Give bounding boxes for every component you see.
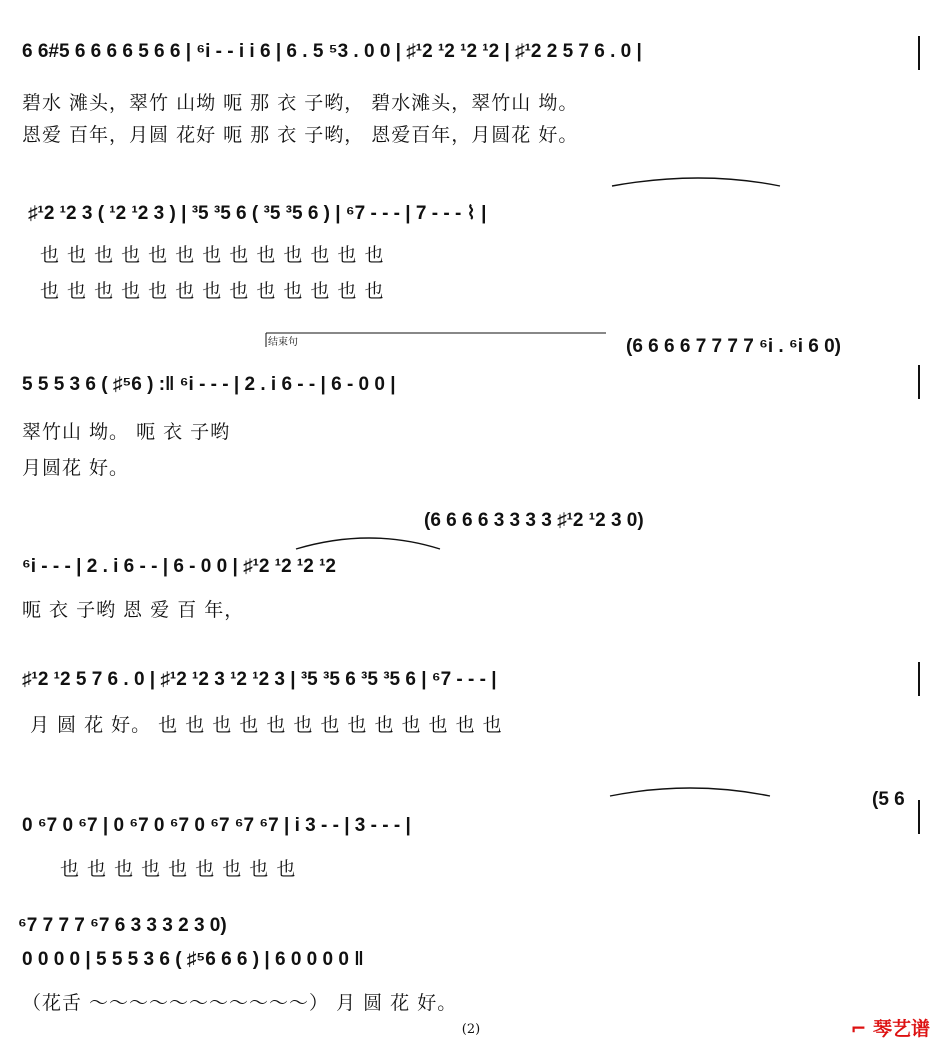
- lyric-line-1: 碧水 滩头，翠竹 山坳 呃 那 衣 子哟， 碧水滩头，翠竹山 坳。: [22, 92, 579, 114]
- lyric-line-1: 月 圆 花 好。 也 也 也 也 也 也 也 也 也 也 也 也 也: [30, 714, 503, 736]
- barline-end: [918, 662, 920, 696]
- site-logo: ⌐ 琴艺谱: [850, 1018, 930, 1040]
- lyric-line-1: 呃 衣 子哟 恩 爱 百 年，: [22, 599, 245, 621]
- notes-top-line: (6 6 6 6 7 7 7 7 ⁶i . ⁶i 6 0): [626, 336, 842, 357]
- notes-line: ♯¹2 ¹2 3 ( ¹2 ¹2 3 ) | ³5 ³5 6 ( ³5 ³5 6 ) | ⁶7 - - - | 7 - - - ⌇ |: [28, 203, 487, 224]
- barline-end: [918, 800, 920, 834]
- lyric-line-1: 翠竹山 坳。 呃 衣 子哟: [22, 421, 231, 443]
- page-number: (2): [461, 1022, 481, 1037]
- lyric-line-1: 也 也 也 也 也 也 也 也 也: [60, 858, 297, 880]
- lyric-line-2: 恩爱 百年，月圆 花好 呃 那 衣 子哟， 恩爱百年，月圆花 好。: [22, 124, 579, 146]
- notes-top-line: (5 6: [872, 789, 905, 810]
- notes-line: 6 6#5 6 6 6 6 5 6 6 | ⁶i - - i i 6 | 6 . 5 ⁵3 . 0 0 | ♯¹2 ¹2 ¹2 ¹2 | ♯¹2 2 5 7 6 . 0 |: [22, 41, 642, 62]
- notes-top-line: ⁶7 7 7 7 ⁶7 6 3 3 3 2 3 0): [18, 915, 227, 936]
- barline-end: [918, 365, 920, 399]
- logo-icon: ⌐: [850, 1018, 873, 1040]
- notes-line: ⁶i - - - | 2 . i 6 - - | 6 - 0 0 | ♯¹2 ¹2 ¹2 ¹2: [22, 556, 336, 577]
- lyric-line-1: （花舌 ～～～～～～～～～～～） 月 圆 花 好。: [22, 992, 458, 1014]
- lyric-line-1: 也 也 也 也 也 也 也 也 也 也 也 也 也: [40, 244, 385, 266]
- notes-line: 0 0 0 0 | 5 5 5 3 6 ( ♯⁵6 6 6 ) | 6 0 0 0 0 ‖: [22, 949, 364, 970]
- phrase-tag: 结束句: [268, 337, 298, 348]
- barline-end: [918, 36, 920, 70]
- slur-tie: [0, 505, 942, 565]
- notes-top-line: (6 6 6 6 3 3 3 3 ♯¹2 ¹2 3 0): [424, 510, 644, 531]
- lyric-line-2: 也 也 也 也 也 也 也 也 也 也 也 也 也: [40, 280, 385, 302]
- slur-tie: [0, 168, 942, 228]
- notes-line: 5 5 5 3 6 ( ♯⁵6 ) :‖ ⁶i - - - | 2 . i 6 - - | 6 - 0 0 |: [22, 374, 396, 395]
- notes-line: 0 ⁶7 0 ⁶7 | 0 ⁶7 0 ⁶7 0 ⁶7 ⁶7 ⁶7 | i 3 - - | 3 - - - |: [22, 815, 411, 836]
- lyric-line-2: 月圆花 好。: [22, 457, 130, 479]
- slur-tie: [0, 770, 942, 830]
- notes-line: ♯¹2 ¹2 5 7 6 . 0 | ♯¹2 ¹2 3 ¹2 ¹2 3 | ³5 ³5 6 ³5 ³5 6 | ⁶7 - - - |: [22, 669, 497, 690]
